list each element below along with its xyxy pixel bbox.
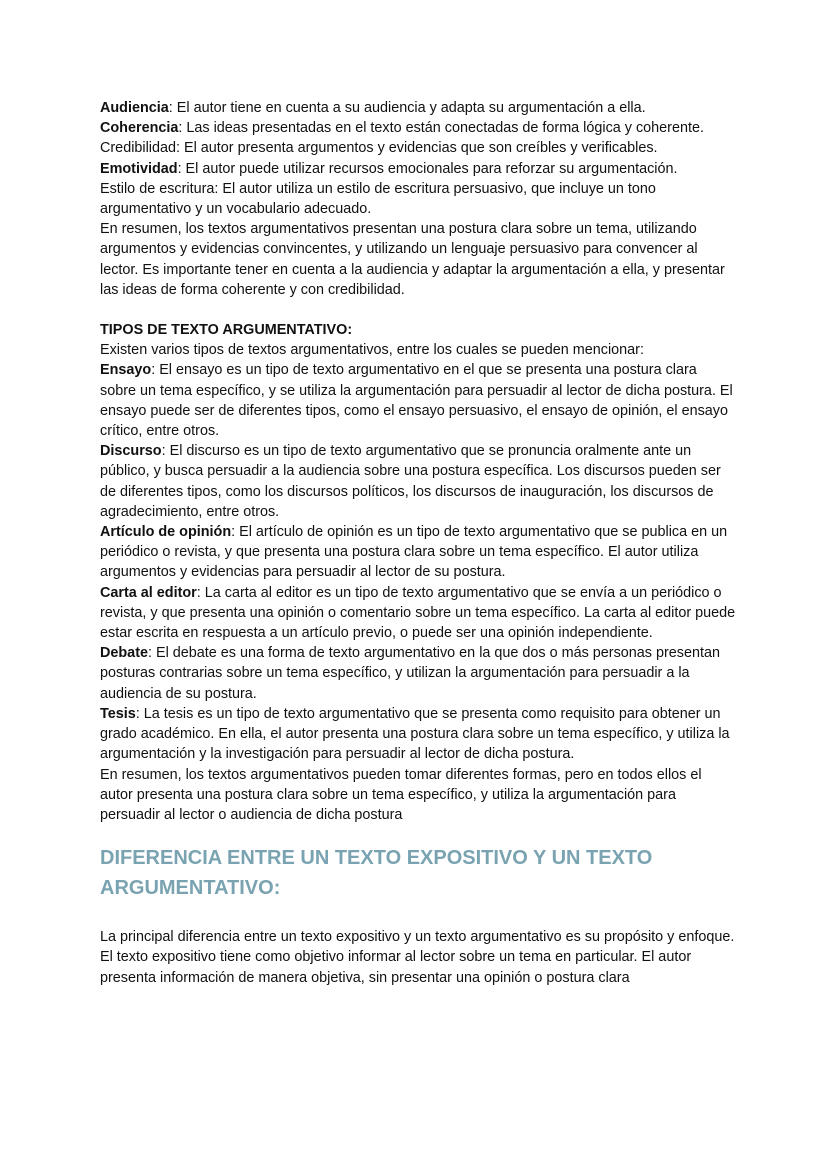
paragraph-articulo	[100, 522, 736, 583]
spacer	[100, 300, 736, 320]
term-audiencia: Audiencia	[100, 100, 169, 116]
paragraph-diferencia-1: La principal diferencia entre un texto expositivo y un texto argumentativo es su propósito y enfoque.	[100, 929, 735, 946]
text-coherencia: : Las ideas presentadas en el texto están conectadas de forma lógica y coherente.	[178, 120, 704, 137]
term-carta: Carta al editor	[100, 584, 197, 601]
text-carta: : La carta al editor es un tipo de texto argumentativo que se envía a un periódico o revista, y que presenta una opinión o comentario sobre un tema específico. La carta al editor puede estar escrita en respuesta a un artículo previo, o puede ser una opinión independiente.	[100, 584, 736, 642]
term-debate: Debate	[100, 645, 148, 662]
paragraph-carta	[100, 583, 736, 644]
text-discurso: : El discurso es un tipo de texto argumentativo que se pronuncia oralmente ante un público, y busca persuadir a la audiencia sobre una postura específica. Los discursos pueden ser de diferentes tipos, como los discursos políticos, los discursos de inauguración, los discursos de agradecimiento, entre otros.	[100, 443, 721, 520]
text-tesis: : La tesis es un tipo de texto argumentativo que se presenta como requisito para obtener un grado académico. En ella, el autor presenta una postura clara sobre un tema específico, y utiliza la argumentación y la investigación para persuadir al lector de dicha postura.	[100, 705, 730, 763]
term-coherencia: Coherencia	[100, 120, 179, 137]
text-debate: : El debate es una forma de texto argumentativo en la que dos o más personas presentan posturas contrarias sobre un tema específico, y utilizan la argumentación para persuadir a la audiencia de su postura.	[100, 645, 720, 702]
document-page	[100, 98, 736, 988]
paragraph-credibilidad: Credibilidad: El autor presenta argumentos y evidencias que son creíbles y verificables.	[100, 140, 658, 157]
text-articulo: : El artículo de opinión es un tipo de texto argumentativo que se publica en un periódico o revista, y que presenta una postura clara sobre un tema específico. El autor utiliza argumentos y evidencias para persuadir al lector de su postura.	[100, 524, 728, 581]
paragraph-resumen-1: En resumen, los textos argumentativos presentan una postura clara sobre un tema, utilizando argumentos y evidencias convincentes, y utilizando un lenguaje persuasivo para convencer al lector. Es importante tener en cuenta a la audiencia y adaptar la argumentación a ella, y presentar las ideas de forma coherente y con credibilidad.	[100, 221, 725, 298]
text-audiencia: : El autor tiene en cuenta a su audiencia y adapta su argumentación a ella.	[168, 100, 646, 116]
paragraph-emotividad	[100, 159, 736, 179]
paragraph-estilo: Estilo de escritura: El autor utiliza un estilo de escritura persuasivo, que incluye un tono argumentativo y un vocabulario adecuado.	[100, 180, 656, 218]
term-emotividad: Emotividad	[100, 160, 178, 177]
paragraph-discurso	[100, 441, 736, 522]
paragraph-coherencia	[100, 118, 736, 138]
section-title-tipos: TIPOS DE TEXTO ARGUMENTATIVO:	[100, 322, 353, 339]
text-ensayo: : El ensayo es un tipo de texto argumentativo en el que se presenta una postura clara sobre un tema específico, y se utiliza la argumentación para persuadir al lector de dicha postura. El ensayo puede ser de diferentes tipos, como el ensayo persuasivo, el ensayo de opinión, el ensayo crítico, entre otros.	[100, 362, 733, 440]
paragraph-tesis	[100, 704, 736, 765]
paragraph-resumen-2: En resumen, los textos argumentativos pueden tomar diferentes formas, pero en todos ellos el autor presenta una postura clara sobre un tema específico, y utiliza la argumentación para persuadir al lector o audiencia de dicha postura	[100, 766, 702, 823]
paragraph-audiencia	[100, 98, 736, 118]
paragraph-ensayo	[100, 360, 736, 441]
term-tesis: Tesis	[100, 705, 136, 722]
paragraph-diferencia-2: El texto expositivo tiene como objetivo informar al lector sobre un tema en particular. El autor presenta información de manera objetiva, sin presentar una opinión o postura clara	[100, 949, 692, 986]
heading-diferencia: DIFERENCIA ENTRE UN TEXTO EXPOSITIVO Y UN TEXTO ARGUMENTATIVO:	[100, 847, 653, 900]
term-articulo: Artículo de opinión	[100, 524, 232, 541]
term-ensayo: Ensayo	[100, 362, 152, 379]
text-emotividad: : El autor puede utilizar recursos emocionales para reforzar su argumentación.	[177, 160, 678, 177]
paragraph-tipos-intro: Existen varios tipos de textos argumentativos, entre los cuales se pueden mencionar:	[100, 342, 644, 359]
paragraph-debate	[100, 643, 736, 704]
term-discurso: Discurso	[100, 443, 162, 460]
